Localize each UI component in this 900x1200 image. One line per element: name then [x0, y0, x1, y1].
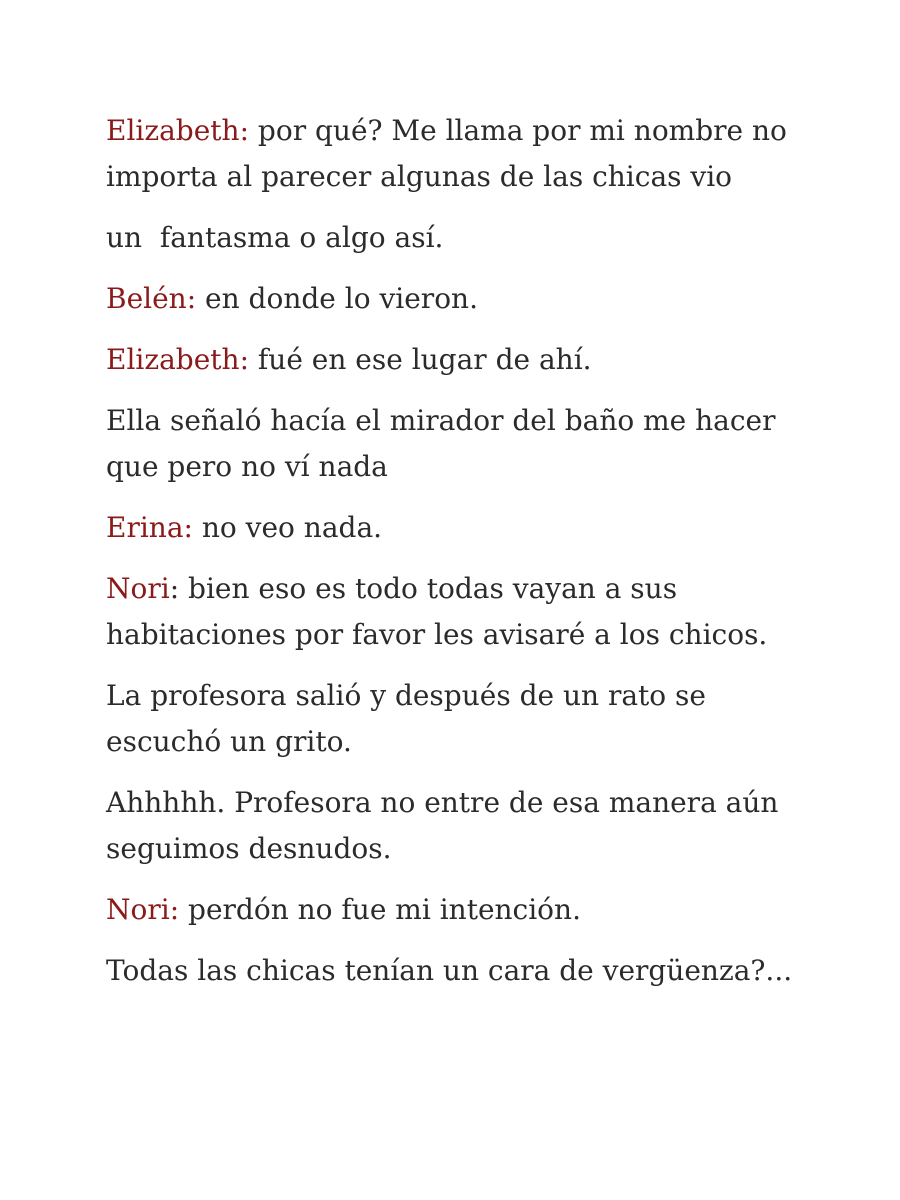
- dialogue-text: fué en ese lugar de ahí.: [249, 343, 592, 376]
- narration-text: Ella señaló hacía el mirador del baño me hacer que pero no ví nada: [106, 404, 776, 483]
- narration-text: La profesora salió y después de un rato se escuchó un grito.: [106, 679, 706, 758]
- dialogue-text: perdón no fue mi intención.: [179, 893, 581, 926]
- speaker-name: Elizabeth:: [106, 343, 250, 376]
- speaker-name: Erina:: [106, 511, 193, 544]
- paragraph: [106, 566, 826, 658]
- paragraph: [106, 505, 826, 551]
- dialogue-text: : bien eso es todo todas vayan a sus habitaciones por favor les avisaré a los chicos.: [106, 572, 768, 651]
- dialogue-text: no veo nada.: [192, 511, 383, 544]
- paragraph: [106, 673, 826, 765]
- speaker-name: Nori:: [106, 893, 180, 926]
- paragraph: [106, 276, 826, 322]
- speaker-name: Elizabeth:: [106, 114, 250, 147]
- narration-text: un fantasma o algo así.: [106, 221, 444, 254]
- paragraph: [106, 948, 826, 994]
- speaker-name: Belén:: [106, 282, 197, 315]
- paragraph: [106, 398, 826, 490]
- narration-text: Ahhhhh. Profesora no entre de esa manera aún seguimos desnudos.: [106, 786, 779, 865]
- paragraph: [106, 887, 826, 933]
- paragraph: [106, 780, 826, 872]
- paragraph: [106, 215, 826, 261]
- story-text: [106, 108, 826, 1009]
- dialogue-text: por qué? Me llama por mi nombre no importa al parecer algunas de las chicas vio: [106, 114, 787, 193]
- dialogue-text: en donde lo vieron.: [196, 282, 478, 315]
- paragraph: [106, 337, 826, 383]
- narration-text: Todas las chicas tenían un cara de vergüenza?...: [106, 954, 793, 987]
- paragraph: [106, 108, 826, 200]
- speaker-name: Nori: [106, 572, 170, 605]
